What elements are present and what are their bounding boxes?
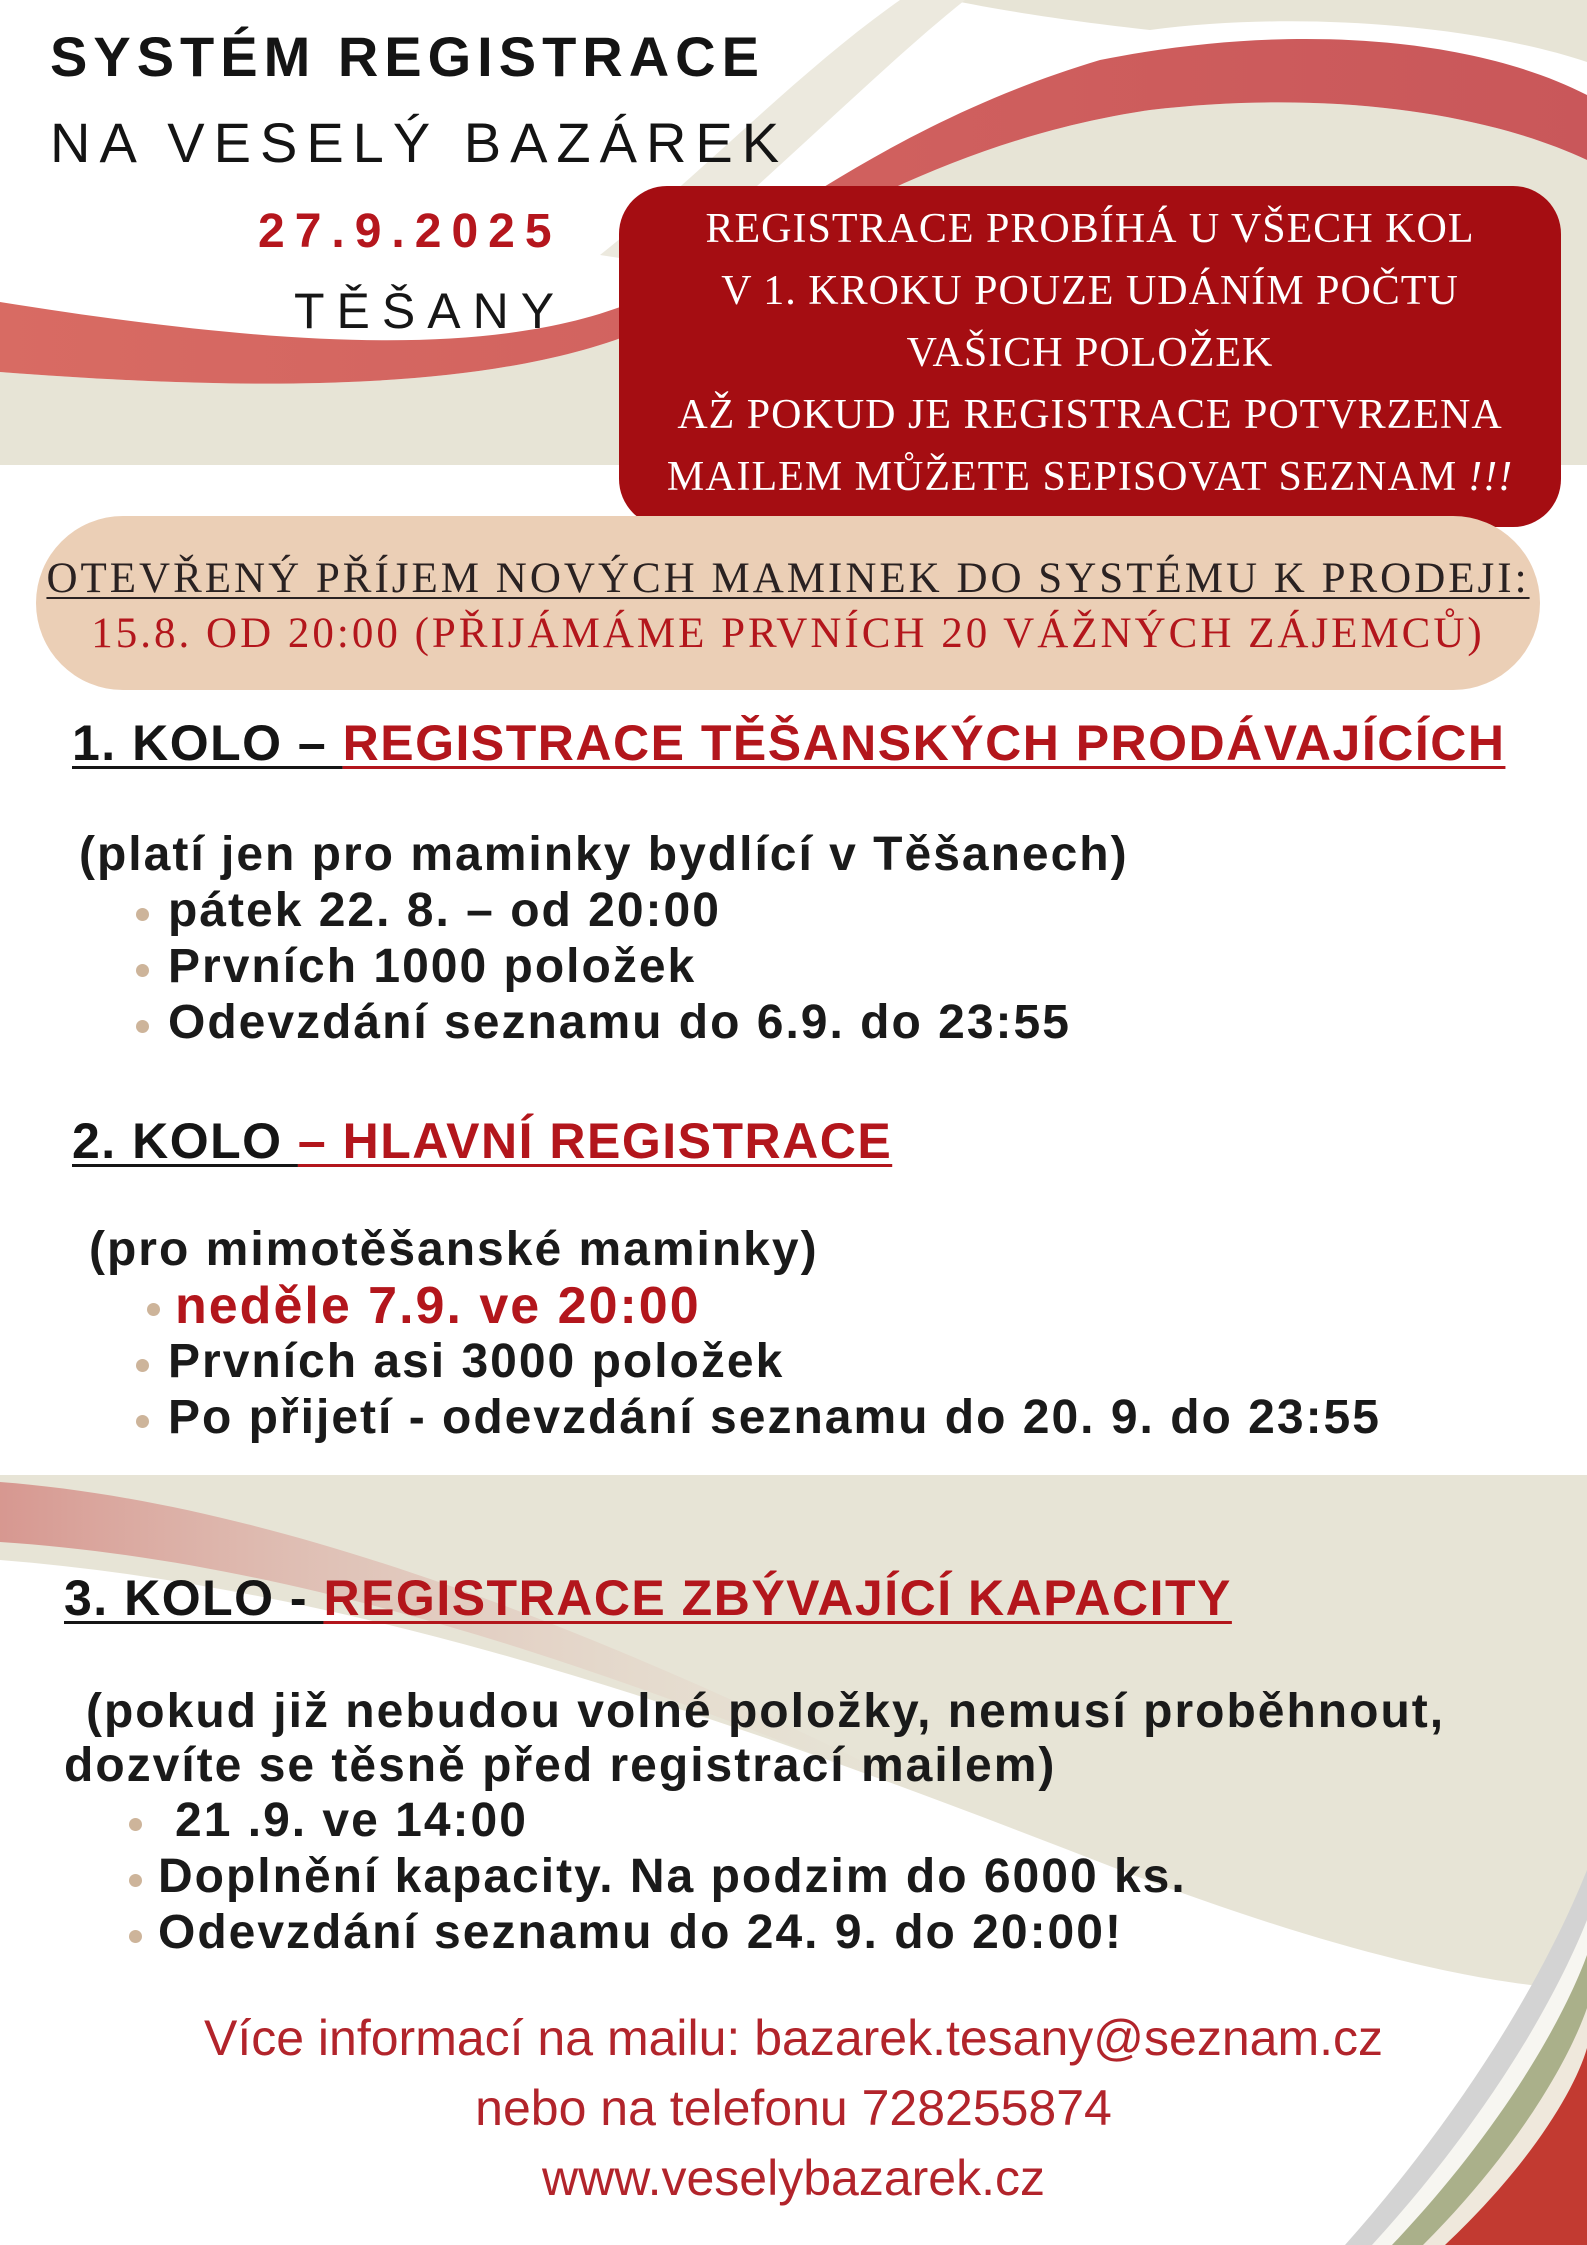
- event-date: 27.9.2025: [258, 205, 562, 258]
- round-1-label: 1. KOLO –: [72, 715, 343, 771]
- registration-notice-box: [619, 186, 1561, 527]
- bullet-dot: [136, 1415, 149, 1428]
- bullet-dot: [129, 1818, 142, 1831]
- bullet-dot: [136, 1020, 149, 1033]
- notice-emphasis: !!!: [1468, 454, 1514, 500]
- round-1-note: (platí jen pro maminky bydlící v Těšanech): [79, 828, 1129, 881]
- event-place: TĚŠANY: [294, 283, 567, 339]
- round-2-section: [0, 1109, 1587, 1446]
- contact-email-line: Více informací na mailu: bazarek.tesany@seznam.cz: [203, 2010, 1384, 2066]
- round-1-section: [0, 711, 1587, 1051]
- round-3-heading: [0, 1566, 1587, 1630]
- round-1-heading: [0, 711, 1587, 775]
- open-intake-heading: OTEVŘENÝ PŘÍJEM NOVÝCH MAMINEK DO SYSTÉMU K PRODEJI:: [46, 555, 1530, 602]
- list-item: [0, 1849, 1587, 1905]
- bullet-text: Prvních 1000 položek: [168, 940, 697, 993]
- round-3-label: 3. KOLO -: [64, 1570, 324, 1626]
- list-item: [0, 939, 1587, 995]
- contact-website: www.veselybazarek.cz: [542, 2150, 1045, 2206]
- round-1-bullets: [0, 883, 1587, 1051]
- round-1-title: REGISTRACE TĚŠANSKÝCH PRODÁVAJÍCÍCH: [342, 715, 1506, 771]
- list-item: [0, 1793, 1587, 1849]
- round-2-heading: [0, 1109, 1587, 1173]
- round-2-title: – HLAVNÍ REGISTRACE: [297, 1113, 893, 1169]
- notice-line: V 1. KROKU POUZE UDÁNÍM POČTU: [721, 268, 1459, 314]
- bullet-dot: [136, 908, 149, 921]
- list-item: [0, 1390, 1587, 1446]
- bullet-dot: [147, 1303, 160, 1316]
- bullet-text: Prvních asi 3000 položek: [168, 1335, 785, 1388]
- bullet-dot: [129, 1930, 142, 1943]
- round-3-note-line-1: (pokud již nebudou volné položky, nemusí proběhnout,: [86, 1685, 1446, 1738]
- notice-line-last: [619, 446, 1561, 508]
- bullet-text: Odevzdání seznamu do 24. 9. do 20:00!: [158, 1906, 1123, 1959]
- notice-line: VAŠICH POLOŽEK: [906, 330, 1274, 376]
- bullet-text: Odevzdání seznamu do 6.9. do 23:55: [168, 996, 1071, 1049]
- bullet-text: Po přijetí - odevzdání seznamu do 20. 9. do 23:55: [168, 1391, 1381, 1444]
- bullet-dot: [129, 1874, 142, 1887]
- round-2-bullets: [0, 1278, 1587, 1446]
- open-intake-banner: [36, 516, 1540, 690]
- list-item-highlight: [0, 1278, 1587, 1334]
- bullet-text: neděle 7.9. ve 20:00: [175, 1277, 701, 1335]
- open-intake-date: 15.8. OD 20:00 (PŘIJÁMÁME PRVNÍCH 20 VÁŽNÝCH ZÁJEMCŮ): [91, 610, 1485, 657]
- title-line-2: NA VESELÝ BAZÁREK: [50, 111, 789, 174]
- bullet-dot: [136, 964, 149, 977]
- bullet-text: Doplnění kapacity. Na podzim do 6000 ks.: [158, 1850, 1187, 1903]
- round-3-bullets: [0, 1793, 1587, 1961]
- round-2-label: 2. KOLO: [72, 1113, 298, 1169]
- contact-phone-line: nebo na telefonu 728255874: [475, 2080, 1112, 2136]
- notice-last-line-text: MAILEM MŮŽETE SEPISOVAT SEZNAM: [666, 454, 1458, 500]
- list-item: [0, 995, 1587, 1051]
- list-item: [0, 1905, 1587, 1961]
- list-item: [0, 1334, 1587, 1390]
- bullet-text: pátek 22. 8. – od 20:00: [168, 884, 721, 937]
- title-line-1: SYSTÉM REGISTRACE: [50, 25, 765, 88]
- notice-line: REGISTRACE PROBÍHÁ U VŠECH KOL: [705, 206, 1475, 252]
- bullet-text: 21 .9. ve 14:00: [175, 1794, 528, 1847]
- notice-line: AŽ POKUD JE REGISTRACE POTVRZENA: [677, 392, 1503, 438]
- contact-footer: [0, 2003, 1587, 2213]
- round-2-note: (pro mimotěšanské maminky): [89, 1223, 819, 1276]
- list-item: [0, 883, 1587, 939]
- round-3-note-line-2: dozvíte se těsně před registrací mailem): [64, 1739, 1057, 1792]
- bullet-dot: [136, 1359, 149, 1372]
- round-3-title: REGISTRACE ZBÝVAJÍCÍ KAPACITY: [323, 1570, 1232, 1626]
- round-3-section: [0, 1566, 1587, 1961]
